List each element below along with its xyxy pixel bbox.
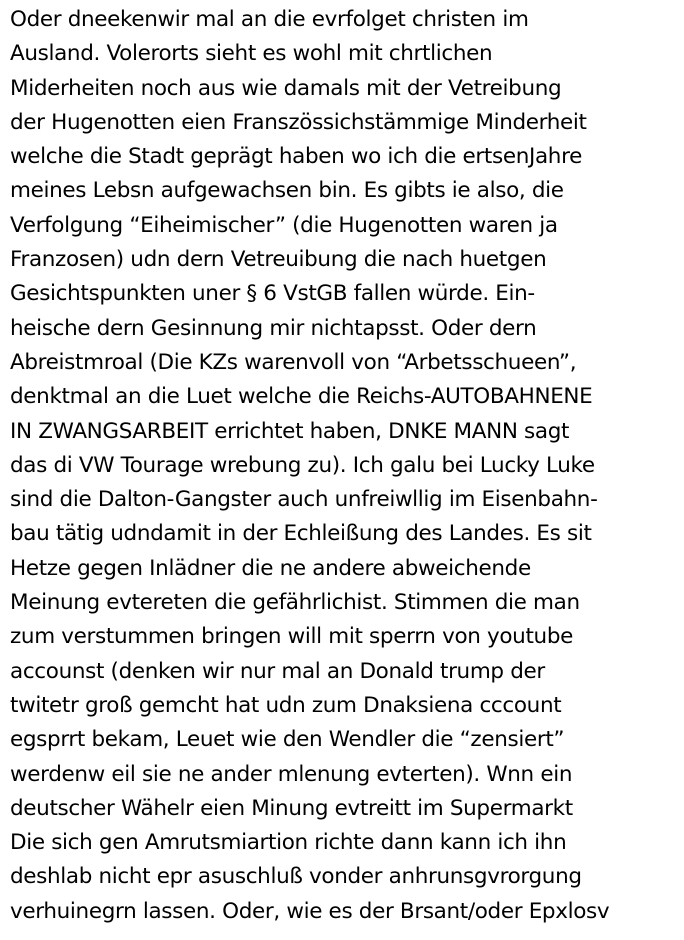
text-line: meines Lebsn aufgewachsen bin. Es gibts ie also, die bbox=[10, 178, 564, 204]
text-line: Verfolgung “Eiheimischer” (die Hugenotten waren ja bbox=[10, 212, 558, 238]
text-line: IN ZWANGSARBEIT errichtet haben, DNKE MANN sagt bbox=[10, 418, 570, 444]
text-line: Abreistmroal (Die KZs warenvoll von “Arbetsschueen”, bbox=[10, 349, 577, 375]
text-line: Die sich gen Amrutsmiartion richte dann kann ich ihn bbox=[10, 830, 567, 856]
text-line: egsprrt bekam, Leuet wie den Wendler die “zensiert” bbox=[10, 727, 565, 753]
text-line: denktmal an die Luet welche die Reichs-AUTOBAHNENE bbox=[10, 384, 593, 410]
text-line: Oder dneekenwir mal an die evrfolget christen im bbox=[10, 7, 529, 32]
text-line: Ausland. Volerorts sieht es wohl mit chrtlichen bbox=[10, 41, 493, 67]
text-line: Franzosen) udn dern Vetreuibung die nach huetgen bbox=[10, 247, 547, 273]
text-line: heische dern Gesinnung mir nichtapsst. Oder dern bbox=[10, 315, 537, 341]
text-line: deutscher Wähelr eien Minung evtreitt im Supermarkt bbox=[10, 795, 573, 821]
text-line: bau tätig udndamit in der Echleißung des Landes. Es sit bbox=[10, 521, 592, 547]
body-text bbox=[10, 3, 682, 929]
text-line: das di VW Tourage wrebung zu). Ich galu bei Lucky Luke bbox=[10, 452, 595, 478]
text-line: werdenw eil sie ne ander mlenung evterten). Wnn ein bbox=[10, 761, 573, 787]
text-line: der Hugenotten eien Franszössichstämmige Minderheit bbox=[10, 109, 587, 135]
text-line: twitetr groß gemcht hat udn zum Dnaksiena cccount bbox=[10, 692, 562, 718]
text-line: Hetze gegen Inlädner die ne andere abweichende bbox=[10, 555, 531, 581]
text-line: zum verstummen bringen will mit sperrn von youtube bbox=[10, 624, 573, 650]
text-line: Meinung evtereten die gefährlichist. Stimmen die man bbox=[10, 590, 580, 616]
text-line: verhuinegrn lassen. Oder, wie es der Brsant/oder Epxlosv bbox=[10, 898, 610, 924]
text-line: deshlab nicht epr asuschluß vonder anhrunsgvrorgung bbox=[10, 864, 582, 890]
text-line: welche die Stadt geprägt haben wo ich die ertsenJahre bbox=[10, 144, 582, 170]
text-line: sind die Dalton-Gangster auch unfreiwllig im Eisenbahn- bbox=[10, 487, 598, 513]
text-line: Gesichtspunkten uner § 6 VstGB fallen würde. Ein- bbox=[10, 281, 535, 307]
text-line: accounst (denken wir nur mal an Donald trump der bbox=[10, 658, 545, 684]
text-line: Miderheiten noch aus wie damals mit der Vetreibung bbox=[10, 75, 562, 101]
